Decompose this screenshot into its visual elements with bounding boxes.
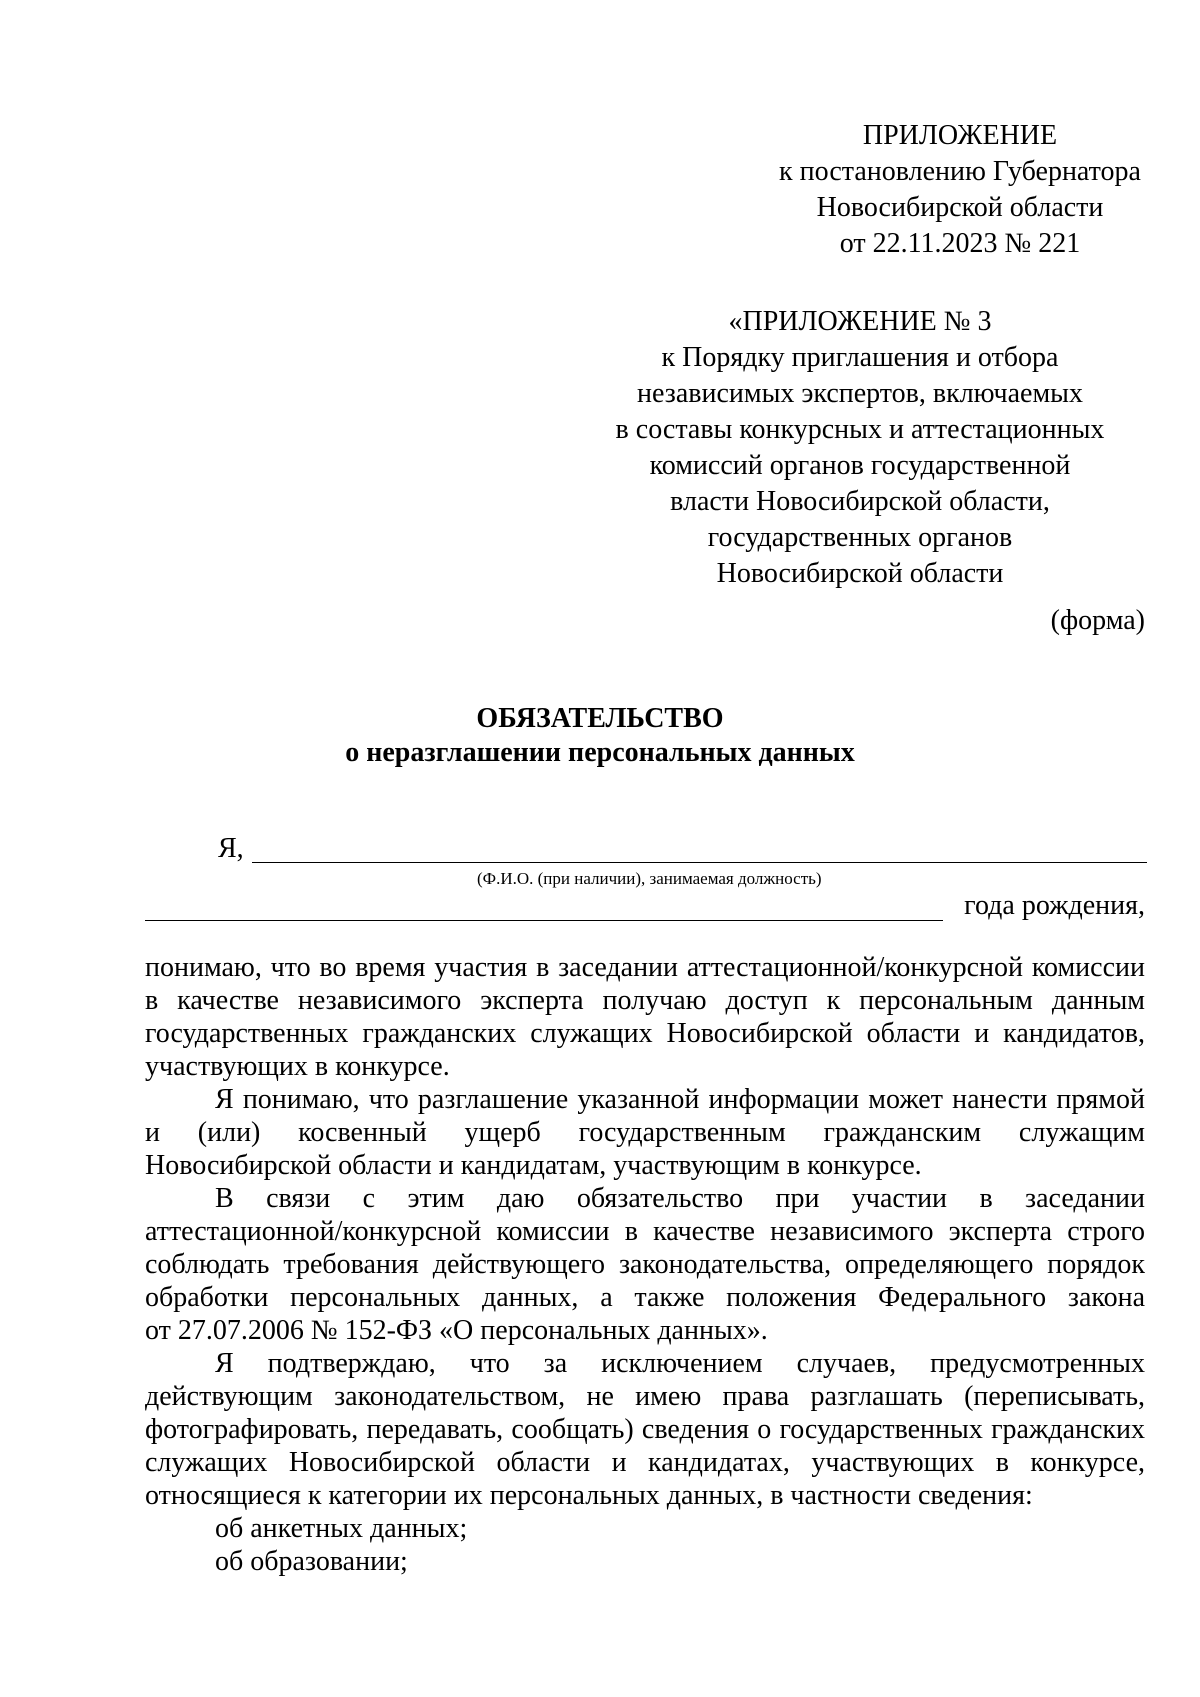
list-item: об образовании; [215,1546,408,1577]
text-line: В связи с этим даю обязательство при участии в заседании [215,1183,1145,1214]
appendix-3-header-line: в составы конкурсных и аттестационных [615,414,1105,445]
appendix-3-header-line: «ПРИЛОЖЕНИЕ № 3 [728,306,992,337]
list-item: об анкетных данных; [215,1513,468,1544]
birth-label: года рождения, [964,890,1145,921]
text-line: относящиеся к категории их персональных данных, в частности сведения: [145,1480,1033,1511]
text-line: от 27.07.2006 № 152-ФЗ «О персональных данных». [145,1315,768,1346]
appendix-header-line: ПРИЛОЖЕНИЕ [862,120,1058,151]
text-line: и (или) косвенный ущерб государственным гражданским служащим [145,1117,1145,1148]
appendix-header-line: от 22.11.2023 № 221 [839,228,1081,259]
text-line: Я подтверждаю, что за исключением случаев, предусмотренных [215,1348,1145,1379]
text-line: Я понимаю, что разглашение указанной информации может нанести прямой [215,1084,1145,1115]
appendix-header-line: к постановлению Губернатора [779,156,1141,187]
document-title: ОБЯЗАТЕЛЬСТВО [476,703,724,734]
text-line: участвующих в конкурсе. [145,1051,450,1082]
birth-year-input-line[interactable] [145,892,943,921]
fio-caption: (Ф.И.О. (при наличии), занимаемая должность) [477,869,822,888]
text-line: Новосибирской области и кандидатам, участвующим в конкурсе. [145,1150,922,1181]
text-line: аттестационной/конкурсной комиссии в качестве независимого эксперта строго [145,1216,1145,1247]
paragraph-confirmation [145,1348,1145,1513]
text-line: соблюдать требования действующего законодательства, определяющего порядок [145,1249,1145,1280]
text-line: фотографировать, передавать, сообщать) сведения о государственных гражданских [145,1414,1145,1445]
text-line: в качестве независимого эксперта получаю доступ к персональным данным [145,985,1145,1016]
text-line: обработки персональных данных, а также положения Федерального закона [145,1282,1145,1313]
paragraph-access [145,952,1145,1084]
appendix-header-line: Новосибирской области [816,192,1104,223]
appendix-3-header-line: независимых экспертов, включаемых [637,378,1083,409]
form-label: (форма) [1050,605,1145,636]
text-line: понимаю, что во время участия в заседании аттестационной/конкурсной комиссии [145,952,1145,983]
text-line: государственных гражданских служащих Новосибирской области и кандидатов, [145,1018,1145,1049]
appendix-3-header-line: Новосибирской области [716,558,1004,589]
body-text [145,952,1145,1579]
ya-label: Я, [218,833,244,864]
text-line: служащих Новосибирской области и кандидатах, участвующих в конкурсе, [145,1447,1145,1478]
appendix-3-header-line: власти Новосибирской области, [670,486,1050,517]
appendix-3-header-line: комиссий органов государственной [649,450,1071,481]
appendix-3-header-line: к Порядку приглашения и отбора [661,342,1059,373]
text-line: действующим законодательством, не имею права разглашать (переписывать, [145,1381,1145,1412]
appendix-3-header [600,304,1120,592]
appendix-header [700,118,1200,262]
appendix-3-header-line: государственных органов [707,522,1013,553]
paragraph-obligation [145,1183,1145,1348]
paragraph-damage [145,1084,1145,1183]
document-subtitle: о неразглашении персональных данных [345,737,855,768]
fio-input-line[interactable] [252,834,1147,863]
